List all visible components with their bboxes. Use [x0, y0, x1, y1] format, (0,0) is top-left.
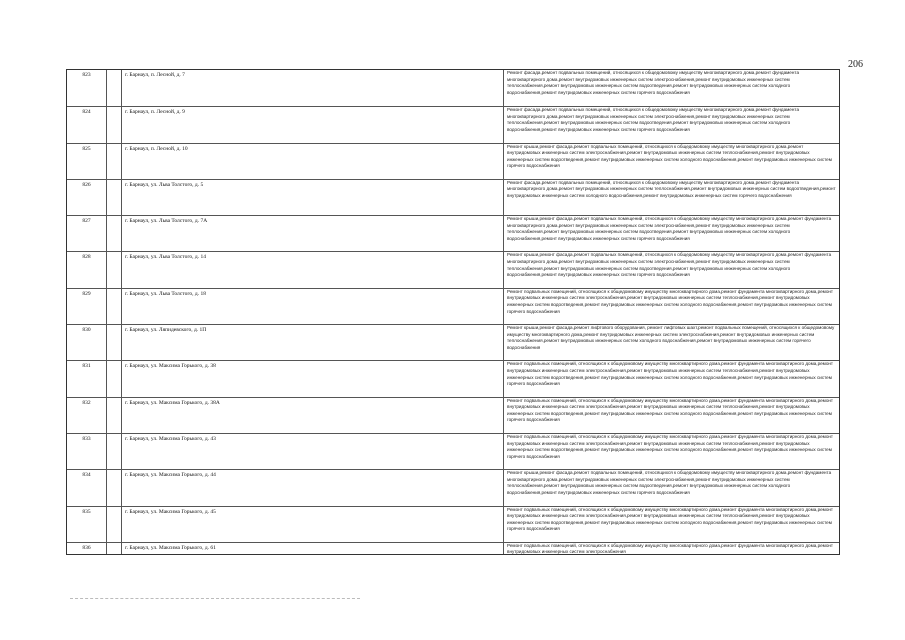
row-number: 824	[67, 107, 107, 142]
work-list-cell: Ремонт подвальных помещений, относящихся к общедомовому имуществу многоквартирного дома,ремонт фундамента многоквартирного дома,ремонт внутридомовых инженерных систем электроснабжения,ремонт внутридомовых инженерных систем теплоснабжения,ремонт внутридомовых инженерных систем водоотведения,ремонт внутридомовых инженерных систем холодного водоснабжения,ремонт внутридомовых инженерных систем горячего водоснабжения	[507, 361, 834, 387]
address-cell: г. Барнаул, п. Лесной, д. 10	[122, 144, 504, 179]
table-row	[67, 106, 839, 142]
address-cell: г. Барнаул, ул. Максима Горького, д. 38А	[122, 398, 504, 433]
work-list-cell: Ремонт фасада,ремонт подвальных помещений, относящихся к общедомовому имуществу многоквартирного дома,ремонт фундамента многоквартирного дома,ремонт внутридомовых инженерных систем электроснабжения,ремонт внутридомовых инженерных систем теплоснабжения,ремонт внутридомовых инженерных систем водоотведения,ремонт внутридомовых инженерных систем холодного водоснабжения,ремонт внутридомовых инженерных систем горячего водоснабжения	[507, 107, 800, 133]
row-number: 829	[67, 289, 107, 324]
blank-cell	[107, 144, 122, 179]
address-cell: г. Барнаул, ул. Льва Толстого, д. 14	[122, 252, 504, 287]
table-row	[67, 143, 839, 179]
row-number: 831	[67, 361, 107, 396]
blank-cell	[107, 107, 122, 142]
table-row	[67, 469, 839, 505]
blank-cell	[107, 252, 122, 287]
table-row	[67, 506, 839, 542]
table-row	[67, 542, 839, 554]
blank-cell	[107, 470, 122, 505]
row-number: 827	[67, 216, 107, 251]
scan-artifact-line	[70, 598, 360, 599]
row-number: 823	[67, 70, 107, 106]
blank-cell	[107, 361, 122, 396]
work-list-cell: Ремонт подвальных помещений, относящихся к общедомовому имуществу многоквартирного дома,ремонт фундамента многоквартирного дома,ремонт внутридомовых инженерных систем электроснабжения,ремонт внутридомовых инженерных систем теплоснабжения,ремонт внутридомовых инженерных систем водоотведения,ремонт внутридомовых инженерных систем холодного водоснабжения,ремонт внутридомовых инженерных систем горячего водоснабжения	[507, 506, 834, 532]
work-list-cell: Ремонт фасада,ремонт подвальных помещений, относящихся к общедомовому имуществу многоквартирного дома,ремонт фундамента многоквартирного дома,ремонт внутридомовых инженерных систем теплоснабжения,ремонт внутридомовых инженерных систем водоотведения,ремонт внутридомовых инженерных систем холодного водоснабжения,ремонт внутридомовых инженерных систем горячего водоснабжения	[507, 179, 836, 199]
address-cell: г. Барнаул, ул. Максима Горького, д. 38	[122, 361, 504, 396]
blank-cell	[107, 216, 122, 251]
work-list-cell: Ремонт подвальных помещений, относящихся к общедомовому имуществу многоквартирного дома,ремонт фундамента многоквартирного дома,ремонт внутридомовых инженерных систем электроснабжения,ремонт внутридомовых инженерных систем теплоснабжения,ремонт внутридомовых инженерных систем водоотведения,ремонт внутридомовых инженерных систем холодного водоснабжения,ремонт внутридомовых инженерных систем горячего водоснабжения	[507, 433, 834, 459]
work-list-cell: Ремонт фасада,ремонт подвальных помещений, относящихся к общедомовому имуществу многоквартирного дома,ремонт фундамента многоквартирного дома,ремонт внутридомовых инженерных систем электроснабжения,ремонт внутридомовых инженерных систем теплоснабжения,ремонт внутридомовых инженерных систем водоотведения,ремонт внутридомовых инженерных систем холодного водоснабжения,ремонт внутридомовых инженерных систем горячего водоснабжения	[507, 70, 800, 95]
table-row	[67, 288, 839, 324]
table-row	[67, 324, 839, 360]
address-cell: г. Барнаул, ул. Льва Толстого, д. 7А	[122, 216, 504, 251]
blank-cell	[107, 289, 122, 324]
blank-cell	[107, 434, 122, 469]
address-cell: г. Барнаул, ул. Ляпидевского, д. 1П	[122, 325, 504, 360]
repair-table	[66, 69, 840, 555]
table-row	[67, 179, 839, 215]
address-cell: г. Барнаул, п. Лесной, д. 9	[122, 107, 504, 142]
work-list-cell: Ремонт крыши,ремонт фасада,ремонт подвальных помещений, относящихся к общедомовому имуществу многоквартирного дома,ремонт внутридомовых инженерных систем электроснабжения,ремонт внутридомовых инженерных систем теплоснабжения,ремонт внутридомовых инженерных систем водоотведения,ремонт внутридомовых инженерных систем холодного водоснабжения,ремонт внутридомовых инженерных систем горячего водоснабжения	[507, 143, 832, 169]
table-row	[67, 215, 839, 251]
blank-cell	[107, 325, 122, 360]
blank-cell	[107, 507, 122, 542]
address-cell: г. Барнаул, ул. Льва Толстого, д. 5	[122, 180, 504, 215]
work-list-cell: Ремонт крыши,ремонт фасада,ремонт подвальных помещений, относящихся к общедомовому имуществу многоквартирного дома,ремонт фундамента многоквартирного дома,ремонт внутридомовых инженерных систем электроснабжения,ремонт внутридомовых инженерных систем теплоснабжения,ремонт внутридомовых инженерных систем водоотведения,ремонт внутридомовых инженерных систем холодного водоснабжения,ремонт внутридомовых инженерных систем горячего водоснабжения	[507, 216, 832, 241]
address-cell: г. Барнаул, ул. Максима Горького, д. 45	[122, 507, 504, 542]
row-number: 834	[67, 470, 107, 505]
address-cell: г. Барнаул, ул. Максима Горького, д. 61	[122, 543, 504, 554]
work-list-cell: Ремонт крыши,ремонт фасада,ремонт подвальных помещений, относящихся к общедомовому имуществу многоквартирного дома,ремонт фундамента многоквартирного дома,ремонт внутридомовых инженерных систем электроснабжения,ремонт внутридомовых инженерных систем теплоснабжения,ремонт внутридомовых инженерных систем водоотведения,ремонт внутридомовых инженерных систем холодного водоснабжения,ремонт внутридомовых инженерных систем горячего водоснабжения	[507, 470, 832, 496]
work-list-cell: Ремонт подвальных помещений, относящихся к общедомовому имуществу многоквартирного дома,ремонт фундамента многоквартирного дома,ремонт внутридомовых инженерных систем электроснабжения,ремонт внутридомовых инженерных систем теплоснабжения,ремонт внутридомовых инженерных систем водоотведения,ремонт внутридомовых инженерных систем холодного водоснабжения,ремонт внутридомовых инженерных систем горячего водоснабжения	[507, 397, 834, 423]
row-number: 833	[67, 434, 107, 469]
address-cell: г. Барнаул, ул. Льва Толстого, д. 18	[122, 289, 504, 324]
work-list-cell: Ремонт крыши,ремонт фасада,ремонт лифтового оборудования, ремонт лифтовых шахт,ремонт подвальных помещений, относящихся к общедомовому имуществу многоквартирного дома,ремонт внутридомовых инженерных систем электроснабжения,ремонт внутридомовых инженерных систем теплоснабжения,ремонт внутридомовых инженерных систем холодного водоснабжения,ремонт внутридомовых инженерных систем горячего водоснабжения	[507, 325, 835, 350]
address-cell: г. Барнаул, ул. Максима Горького, д. 44	[122, 470, 504, 505]
blank-cell	[107, 398, 122, 433]
row-number: 826	[67, 180, 107, 215]
blank-cell	[107, 180, 122, 215]
table-row	[67, 251, 839, 287]
row-number: 830	[67, 325, 107, 360]
table-row	[67, 433, 839, 469]
blank-cell	[107, 70, 122, 106]
row-number: 836	[67, 543, 107, 554]
work-list-cell: Ремонт крыши,ремонт фасада,ремонт подвальных помещений, относящихся к общедомовому имуществу многоквартирного дома,ремонт фундамента многоквартирного дома,ремонт внутридомовых инженерных систем электроснабжения,ремонт внутридомовых инженерных систем теплоснабжения,ремонт внутридомовых инженерных систем водоотведения,ремонт внутридомовых инженерных систем холодного водоснабжения,ремонт внутридомовых инженерных систем горячего водоснабжения	[507, 252, 832, 278]
work-list-cell: Ремонт подвальных помещений, относящихся к общедомовому имуществу многоквартирного дома,ремонт фундамента многоквартирного дома,ремонт внутридомовых инженерных систем электроснабжения,ремонт внутридомовых инженерных систем теплоснабжения,ремонт внутридомовых инженерных систем водоотведения,ремонт внутридомовых инженерных систем холодного водоснабжения,ремонт внутридомовых инженерных систем горячего водоснабжения	[507, 288, 834, 314]
work-list-cell: Ремонт подвальных помещений, относящихся к общедомовому имуществу многоквартирного дома,ремонт фундамента многоквартирного дома,ремонт внутридомовых инженерных систем электроснабжения	[507, 542, 834, 554]
page-number: 206	[848, 59, 863, 70]
row-number: 825	[67, 144, 107, 179]
table-row	[67, 70, 839, 106]
table-row	[67, 360, 839, 396]
table-row	[67, 397, 839, 433]
blank-cell	[107, 543, 122, 554]
address-cell: г. Барнаул, ул. Максима Горького, д. 43	[122, 434, 504, 469]
row-number: 828	[67, 252, 107, 287]
row-number: 832	[67, 398, 107, 433]
row-number: 835	[67, 507, 107, 542]
address-cell: г. Барнаул, п. Лесной, д. 7	[122, 70, 504, 106]
